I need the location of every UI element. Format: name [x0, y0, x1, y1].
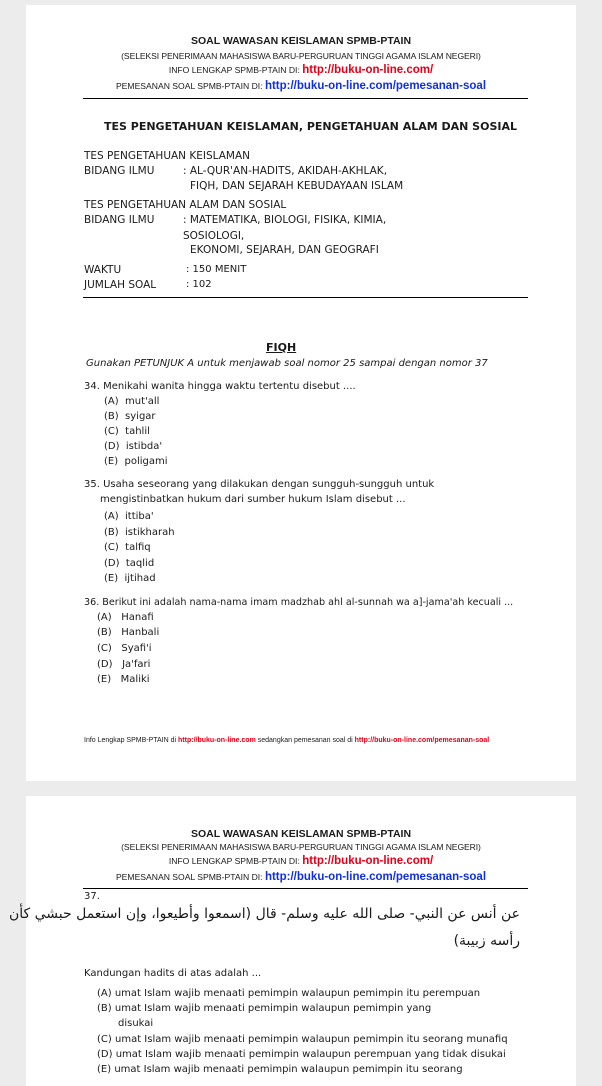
header-divider: [83, 888, 528, 889]
q36-option-e: [97, 674, 150, 685]
header-title: SOAL WAWASAN KEISLAMAN SPMB-PTAIN: [190, 828, 412, 840]
q35-option-e: [104, 573, 156, 584]
q34-option-e: [104, 456, 168, 467]
option-text: istikharah: [125, 527, 175, 538]
option-letter: (D): [104, 441, 120, 452]
option-letter: (D): [97, 1049, 113, 1060]
exam-divider: [83, 297, 528, 298]
option-text: umat Islam wajib menaati pemimpin walaupun pemimpin itu seorang: [114, 1064, 463, 1075]
option-text: taqlid: [125, 558, 155, 569]
header-order-line: [26, 80, 576, 92]
order-link[interactable]: http://buku-on-line.com/pemesanan-soal: [264, 80, 487, 92]
option-text: syigar: [125, 411, 156, 422]
option-letter: (A): [104, 396, 119, 407]
section2-subjects-line2: SOSIOLOGI,: [183, 230, 245, 242]
option-text: Syafi'i: [121, 643, 152, 654]
question-36: 36. Berikut ini adalah nama-nama imam madzhab ahl al-sunnah wa a]-jama'ah kecuali ...: [84, 597, 514, 608]
q35-option-c: [104, 542, 151, 553]
section2-subjects-line3: EKONOMI, SEJARAH, DAN GEOGRAFI: [190, 244, 379, 256]
document-page-2: [8, 796, 576, 1086]
q35-option-d: [104, 558, 154, 569]
option-letter: (E): [97, 674, 112, 685]
option-letter: (B): [104, 527, 119, 538]
waktu-value: : 150 MENIT: [186, 264, 247, 275]
info-label: INFO LENGKAP SPMB-PTAIN DI:: [168, 856, 303, 866]
q37-option-d: [97, 1049, 506, 1060]
order-link[interactable]: http://buku-on-line.com/pemesanan-soal: [264, 871, 487, 883]
q34-option-c: [104, 426, 150, 437]
section1-title: TES PENGETAHUAN KEISLAMAN: [84, 150, 251, 162]
footer-order-link[interactable]: http://buku-on-line.com/pemesanan-soal: [354, 737, 490, 744]
option-text: ijtihad: [124, 573, 156, 584]
jumlah-soal-value: : 102: [186, 279, 212, 290]
q35-option-b: [104, 527, 175, 538]
waktu-label: WAKTU: [84, 264, 122, 276]
option-text: Maliki: [120, 674, 150, 685]
jumlah-soal-label: JUMLAH SOAL: [84, 279, 157, 291]
option-text: umat Islam wajib menaati pemimpin walaupun pemimpin yang: [114, 1003, 432, 1014]
option-text: istibda': [125, 441, 163, 452]
footer-prefix: Info Lengkap SPMB-PTAIN di: [84, 737, 179, 744]
header-subtitle: (SELEKSI PENERIMAAN MAHASISWA BARU-PERGURUAN TINGGI AGAMA ISLAM NEGERI): [121, 842, 481, 852]
footer-info-link[interactable]: http://buku-on-line.com: [178, 737, 256, 744]
header-info-line: [26, 64, 576, 76]
option-letter: (E): [104, 456, 119, 467]
option-letter: (E): [104, 573, 119, 584]
q34-option-d: [104, 441, 162, 452]
option-letter: (B): [104, 411, 119, 422]
fiqh-instruction: Gunakan PETUNJUK A untuk menjawab soal nomor 25 sampai dengan nomor 37: [86, 358, 488, 369]
question-34: 34. Menikahi wanita hingga waktu tertentu disebut ....: [84, 381, 356, 392]
option-text: Ja'fari: [122, 659, 151, 670]
option-text: tahlil: [125, 426, 150, 437]
hadith-arabic-line2: رأسه زبيبة): [453, 933, 520, 949]
option-letter: (B): [97, 627, 112, 638]
q36-option-c: [97, 643, 152, 654]
option-text: ittiba': [125, 511, 154, 522]
page-footer: [84, 737, 489, 744]
q34-option-a: [104, 396, 159, 407]
option-letter: (A): [104, 511, 119, 522]
info-link[interactable]: http://buku-on-line.com/: [302, 855, 434, 867]
option-text: poligami: [124, 456, 168, 467]
option-text: umat Islam wajib menaati pemimpin walaupun pemimpin itu perempuan: [114, 988, 481, 999]
q35-option-a: [104, 511, 154, 522]
exam-title: TES PENGETAHUAN KEISLAMAN, PENGETAHUAN ALAM DAN SOSIAL: [104, 120, 517, 133]
header-divider: [83, 98, 528, 99]
option-text: umat Islam wajib menaati pemimpin walaupun pemimpin itu seorang munafiq: [114, 1034, 508, 1045]
option-text: talfiq: [125, 542, 151, 553]
section2-label: BIDANG ILMU: [84, 214, 155, 226]
option-text: Hanbali: [121, 627, 160, 638]
section2-title: TES PENGETAHUAN ALAM DAN SOSIAL: [84, 199, 287, 211]
q36-option-d: [97, 659, 150, 670]
order-label: PEMESANAN SOAL SPMB-PTAIN DI:: [115, 872, 265, 882]
option-letter: (C): [104, 426, 119, 437]
option-text: mut'all: [125, 396, 160, 407]
option-letter: (D): [104, 558, 120, 569]
question-37-text: Kandungan hadits di atas adalah ...: [84, 968, 262, 979]
section1-subjects-line1: : AL-QUR'AN-HADITS, AKIDAH-AKHLAK,: [183, 165, 388, 177]
option-letter: (C): [104, 542, 119, 553]
header-title: SOAL WAWASAN KEISLAMAN SPMB-PTAIN: [190, 35, 412, 47]
section1-subjects-line2: FIQH, DAN SEJARAH KEBUDAYAAN ISLAM: [190, 180, 404, 192]
info-link[interactable]: http://buku-on-line.com/: [302, 64, 434, 76]
option-letter: (A): [97, 612, 112, 623]
question-35-line2: mengistinbatkan hukum dari sumber hukum Islam disebut ...: [100, 494, 406, 505]
option-letter: (A): [97, 988, 112, 999]
question-37-number: 37.: [84, 891, 100, 902]
footer-middle: sedangkan pemesanan soal di: [255, 737, 355, 744]
fiqh-heading: FIQH: [266, 341, 297, 354]
order-label: PEMESANAN SOAL SPMB-PTAIN DI:: [115, 81, 265, 91]
info-label: INFO LENGKAP SPMB-PTAIN DI:: [168, 65, 303, 75]
option-text: Hanafi: [121, 612, 154, 623]
q34-option-b: [104, 411, 156, 422]
option-letter: (C): [97, 643, 112, 654]
q37-option-c: [97, 1034, 508, 1045]
header-order-line: [26, 871, 576, 883]
section1-label: BIDANG ILMU: [84, 165, 155, 177]
q37-option-a: [97, 988, 480, 999]
option-text: umat Islam wajib menaati pemimpin walaupun perempuan yang tidak disukai: [115, 1049, 506, 1060]
q36-option-a: [97, 612, 154, 623]
q37-option-b: [97, 1003, 431, 1014]
hadith-arabic-line1: عن أنس عن النبي- صلى الله عليه وسلم- قال (اسمعوا وأطيعوا، وإن استعمل حبشي كأن: [8, 906, 520, 922]
q36-option-b: [97, 627, 159, 638]
header-info-line: [26, 855, 576, 867]
header-subtitle: (SELEKSI PENERIMAAN MAHASISWA BARU-PERGURUAN TINGGI AGAMA ISLAM NEGERI): [121, 51, 481, 61]
question-35-line1: 35. Usaha seseorang yang dilakukan dengan sungguh-sungguh untuk: [84, 479, 435, 490]
option-letter: (D): [97, 659, 113, 670]
q37-option-b-cont: disukai: [118, 1018, 154, 1029]
option-letter: (C): [97, 1034, 112, 1045]
section2-subjects-line1: : MATEMATIKA, BIOLOGI, FISIKA, KIMIA,: [183, 214, 387, 226]
option-letter: (E): [97, 1064, 112, 1075]
document-page-1: [26, 5, 576, 781]
option-letter: (B): [97, 1003, 112, 1014]
